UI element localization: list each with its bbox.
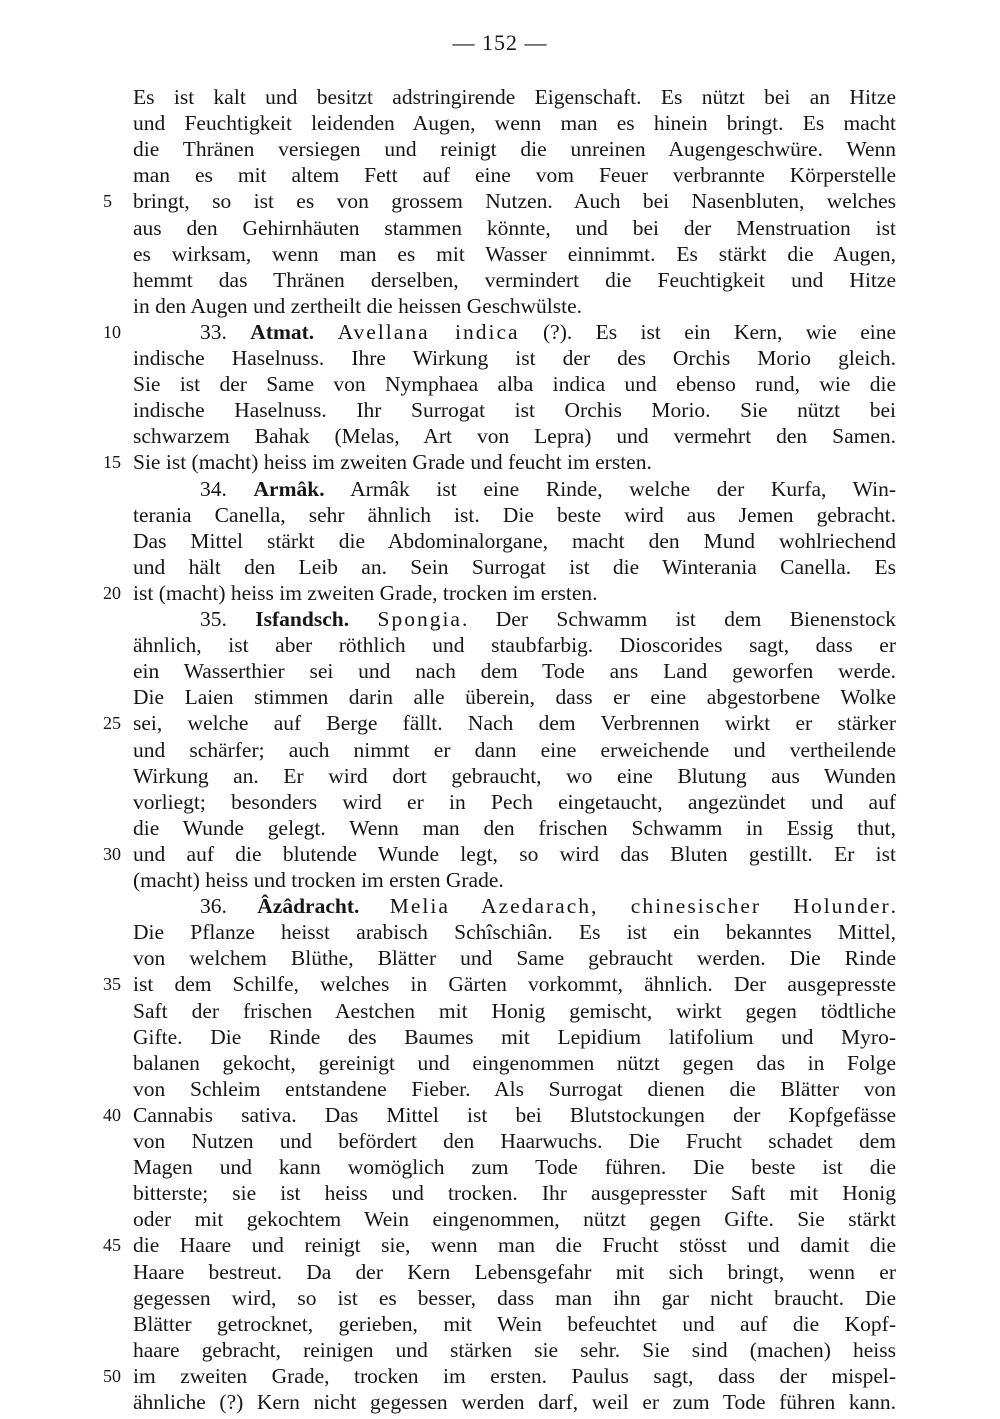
text-line xyxy=(133,632,896,658)
text-segment xyxy=(314,320,337,344)
text-line xyxy=(200,893,896,919)
text-line xyxy=(133,1154,896,1180)
text-segment: indische Haselnuss. Ihre Wirkung ist der des Orchis Morio gleich. xyxy=(133,346,896,370)
text-segment: und auf die blutende Wunde legt, so wird das Bluten gestillt. Er ist xyxy=(133,841,896,866)
text-segment: 36. xyxy=(200,894,258,919)
text-line xyxy=(133,815,896,841)
line-number: 10 xyxy=(103,321,121,342)
text-line xyxy=(133,763,896,789)
text-line xyxy=(133,554,896,580)
text-segment: ähnliche (?) Kern nicht gegessen werden darf, weil er zum Tode führen kann. xyxy=(133,1390,896,1414)
text-line xyxy=(133,162,896,188)
text-segment: die Thränen versiegen und reinigt die unreinen Augengeschwüre. Wenn xyxy=(133,137,896,162)
text-segment: Magen und kann womöglich zum Tode führen. Die beste ist die xyxy=(133,1155,896,1180)
line-number: 25 xyxy=(103,713,121,734)
line-number: 40 xyxy=(103,1104,121,1125)
line-number: 35 xyxy=(103,974,121,995)
text-segment: Haare bestreut. Da der Kern Lebensgefahr mit sich bringt, wenn er xyxy=(133,1259,896,1284)
text-line xyxy=(133,371,896,397)
text-segment: sei, welche auf Berge fällt. Nach dem Verbrennen wirkt er stärker xyxy=(133,711,896,736)
text-segment: (macht) heiss und trocken im ersten Grade. xyxy=(133,868,504,892)
text-line xyxy=(133,867,896,893)
text-segment: aus den Gehirnhäuten stammen könnte, und bei der Menstruation ist xyxy=(133,215,896,240)
text-line xyxy=(133,1024,896,1050)
text-line xyxy=(133,1285,896,1311)
text-segment: Saft der frischen Aestchen mit Honig gemischt, wirkt gegen tödtliche xyxy=(133,998,896,1023)
text-line xyxy=(133,1337,896,1363)
text-segment: man es mit altem Fett auf eine vom Feuer verbrannte Körperstelle xyxy=(133,163,896,188)
text-line xyxy=(133,1311,896,1337)
text-segment: indische Haselnuss. Ihr Surrogat ist Orchis Morio. Sie nützt bei xyxy=(133,398,896,423)
text-line xyxy=(133,110,896,136)
text-segment: von Schleim entstandene Fieber. Als Surrogat dienen die Blätter von xyxy=(133,1076,896,1101)
text-segment: ein Wasserthier sei und nach dem Tode ans Land geworfen werde. xyxy=(133,659,896,684)
text-segment: hemmt das Thränen derselben, vermindert die Feuchtigkeit und Hitze xyxy=(133,267,896,292)
text-segment: gegessen wird, so ist es besser, dass man ihn gar nicht braucht. Die xyxy=(133,1285,896,1310)
text-segment: Das Mittel stärkt die Abdominalorgane, macht den Mund wohlriechend xyxy=(133,528,896,553)
text-segment: 34. xyxy=(200,476,254,501)
text-segment: Die Laien stimmen darin alle überein, dass er eine abgestorbene Wolke xyxy=(133,685,896,710)
text-segment: ist dem Schilfe, welches in Gärten vorkommt, ähnlich. Der ausgepresste xyxy=(133,972,896,997)
text-segment: es wirksam, wenn man es mit Wasser einnimmt. Es stärkt die Augen, xyxy=(133,241,896,266)
text-segment: die Wunde gelegt. Wenn man den frischen Schwamm in Essig thut, xyxy=(133,815,896,840)
text-line xyxy=(133,84,896,110)
text-segment: . Der Schwamm ist dem Bienenstock xyxy=(461,607,896,631)
text-segment: im zweiten Grade, trocken im ersten. Paulus sagt, dass der mispel- xyxy=(133,1363,896,1388)
text-segment: von Nutzen und befördert den Haarwuchs. Die Frucht schadet dem xyxy=(133,1129,896,1153)
text-segment: schwarzem Bahak (Melas, Art von Lepra) und vermehrt den Samen. xyxy=(133,424,896,449)
entry-heading: Isfandsch. xyxy=(255,607,350,631)
text-line xyxy=(133,971,896,997)
text-segment: (?). Es ist ein Kern, wie eine xyxy=(519,319,897,344)
text-line xyxy=(133,1259,896,1285)
text-segment: in den Augen und zertheilt die heissen Geschwülste. xyxy=(133,293,583,318)
text-segment: bringt, so ist es von grossem Nutzen. Auch bei Nasenbluten, welches xyxy=(133,189,896,214)
text-segment: Es ist kalt und besitzt adstringirende Eigenschaft. Es nützt bei an Hitze xyxy=(133,85,896,109)
text-segment: 33. xyxy=(200,319,251,344)
text-segment: 35. xyxy=(200,607,256,631)
text-line xyxy=(133,345,896,371)
text-segment: . xyxy=(890,894,897,919)
text-line xyxy=(133,919,896,945)
text-segment: Die Pflanze heisst arabisch Schîschiân. Es ist ein bekanntes Mittel, xyxy=(133,920,896,945)
text-line xyxy=(133,945,896,971)
entry-heading: Atmat. xyxy=(250,319,315,344)
text-line xyxy=(200,476,896,502)
text-segment: von welchem Blüthe, Blätter und Same gebraucht werden. Die Rinde xyxy=(133,946,896,971)
text-segment: Sie ist der Same von Nymphaea alba indica und ebenso rund, wie die xyxy=(133,372,896,397)
entry-heading: Âzâdracht. xyxy=(257,894,360,919)
entry-heading: Armâk. xyxy=(253,476,325,501)
text-segment: haare gebracht, reinigen und stärken sie sehr. Sie sind (machen) heiss xyxy=(133,1337,896,1362)
text-line xyxy=(133,1389,896,1415)
text-segment xyxy=(349,607,377,631)
text-line xyxy=(133,423,896,449)
text-line xyxy=(133,449,896,475)
text-segment xyxy=(359,894,389,918)
line-number: 50 xyxy=(103,1365,121,1386)
text-line xyxy=(133,710,896,736)
latin-name: Melia Azedarach, chinesischer Holunder xyxy=(389,894,891,919)
text-segment: die Haare und reinigt sie, wenn man die Frucht stösst und damit die xyxy=(133,1233,896,1258)
text-line xyxy=(133,789,896,815)
text-segment: balanen gekocht, gereinigt und eingenommen nützt gegen das in Folge xyxy=(133,1050,896,1075)
text-segment: ähnlich, ist aber röthlich und staubfarbig. Dioscorides sagt, dass er xyxy=(133,633,896,658)
line-number: 5 xyxy=(103,191,112,212)
text-segment: Sie ist (macht) heiss im zweiten Grade und feucht im ersten. xyxy=(133,450,652,475)
text-line xyxy=(133,267,896,293)
text-segment: Gifte. Die Rinde des Baumes mit Lepidium latifolium und Myro- xyxy=(133,1024,896,1049)
text-segment: ist (macht) heiss im zweiten Grade, trocken im ersten. xyxy=(133,580,598,605)
text-line xyxy=(133,1128,896,1154)
latin-name: Spongia xyxy=(377,607,462,631)
text-line xyxy=(133,1206,896,1232)
text-line xyxy=(133,136,896,162)
text-line xyxy=(133,998,896,1024)
text-line xyxy=(200,319,896,345)
text-line xyxy=(133,215,896,241)
text-segment: terania Canella, sehr ähnlich ist. Die beste wird aus Jemen gebracht. xyxy=(133,502,896,527)
text-line xyxy=(133,1102,896,1128)
text-line xyxy=(133,1232,896,1258)
text-segment: Wirkung an. Er wird dort gebraucht, wo eine Blutung aus Wunden xyxy=(133,763,896,788)
line-number: 30 xyxy=(103,843,121,864)
line-number: 20 xyxy=(103,582,121,603)
text-segment: und Feuchtigkeit leidenden Augen, wenn man es hinein bringt. Es macht xyxy=(133,111,896,136)
line-number: 45 xyxy=(103,1235,121,1256)
text-line xyxy=(133,684,896,710)
text-segment: und schärfer; auch nimmt er dann eine erweichende und vertheilende xyxy=(133,737,896,762)
text-line xyxy=(133,528,896,554)
text-segment: und hält den Leib an. Sein Surrogat ist die Winterania Canella. Es xyxy=(133,554,896,579)
page-number: — 152 — xyxy=(452,30,548,55)
text-segment: Cannabis sativa. Das Mittel ist bei Blutstockungen der Kopfgefässe xyxy=(133,1102,896,1127)
text-line xyxy=(133,1076,896,1102)
text-segment: vorliegt; besonders wird er in Pech eingetaucht, angezündet und auf xyxy=(133,789,896,814)
text-line xyxy=(133,1363,896,1389)
text-segment: Armâk ist eine Rinde, welche der Kurfa, Win- xyxy=(324,476,896,501)
latin-name: Avellana indica xyxy=(337,319,520,344)
text-line xyxy=(133,580,896,606)
text-segment: oder mit gekochtem Wein eingenommen, nützt gegen Gifte. Sie stärkt xyxy=(133,1207,896,1232)
text-line xyxy=(133,397,896,423)
text-line xyxy=(133,841,896,867)
text-line xyxy=(133,502,896,528)
text-line xyxy=(133,188,896,214)
text-line xyxy=(133,241,896,267)
line-number: 15 xyxy=(103,452,121,473)
text-line xyxy=(133,737,896,763)
text-segment: Blätter getrocknet, gerieben, mit Wein befeuchtet und auf die Kopf- xyxy=(133,1311,896,1336)
text-line xyxy=(133,658,896,684)
text-segment: bitterste; sie ist heiss und trocken. Ihr ausgepresster Saft mit Honig xyxy=(133,1181,896,1206)
text-line xyxy=(133,1050,896,1076)
text-line xyxy=(133,293,896,319)
text-line xyxy=(133,1180,896,1206)
text-line xyxy=(200,606,896,632)
